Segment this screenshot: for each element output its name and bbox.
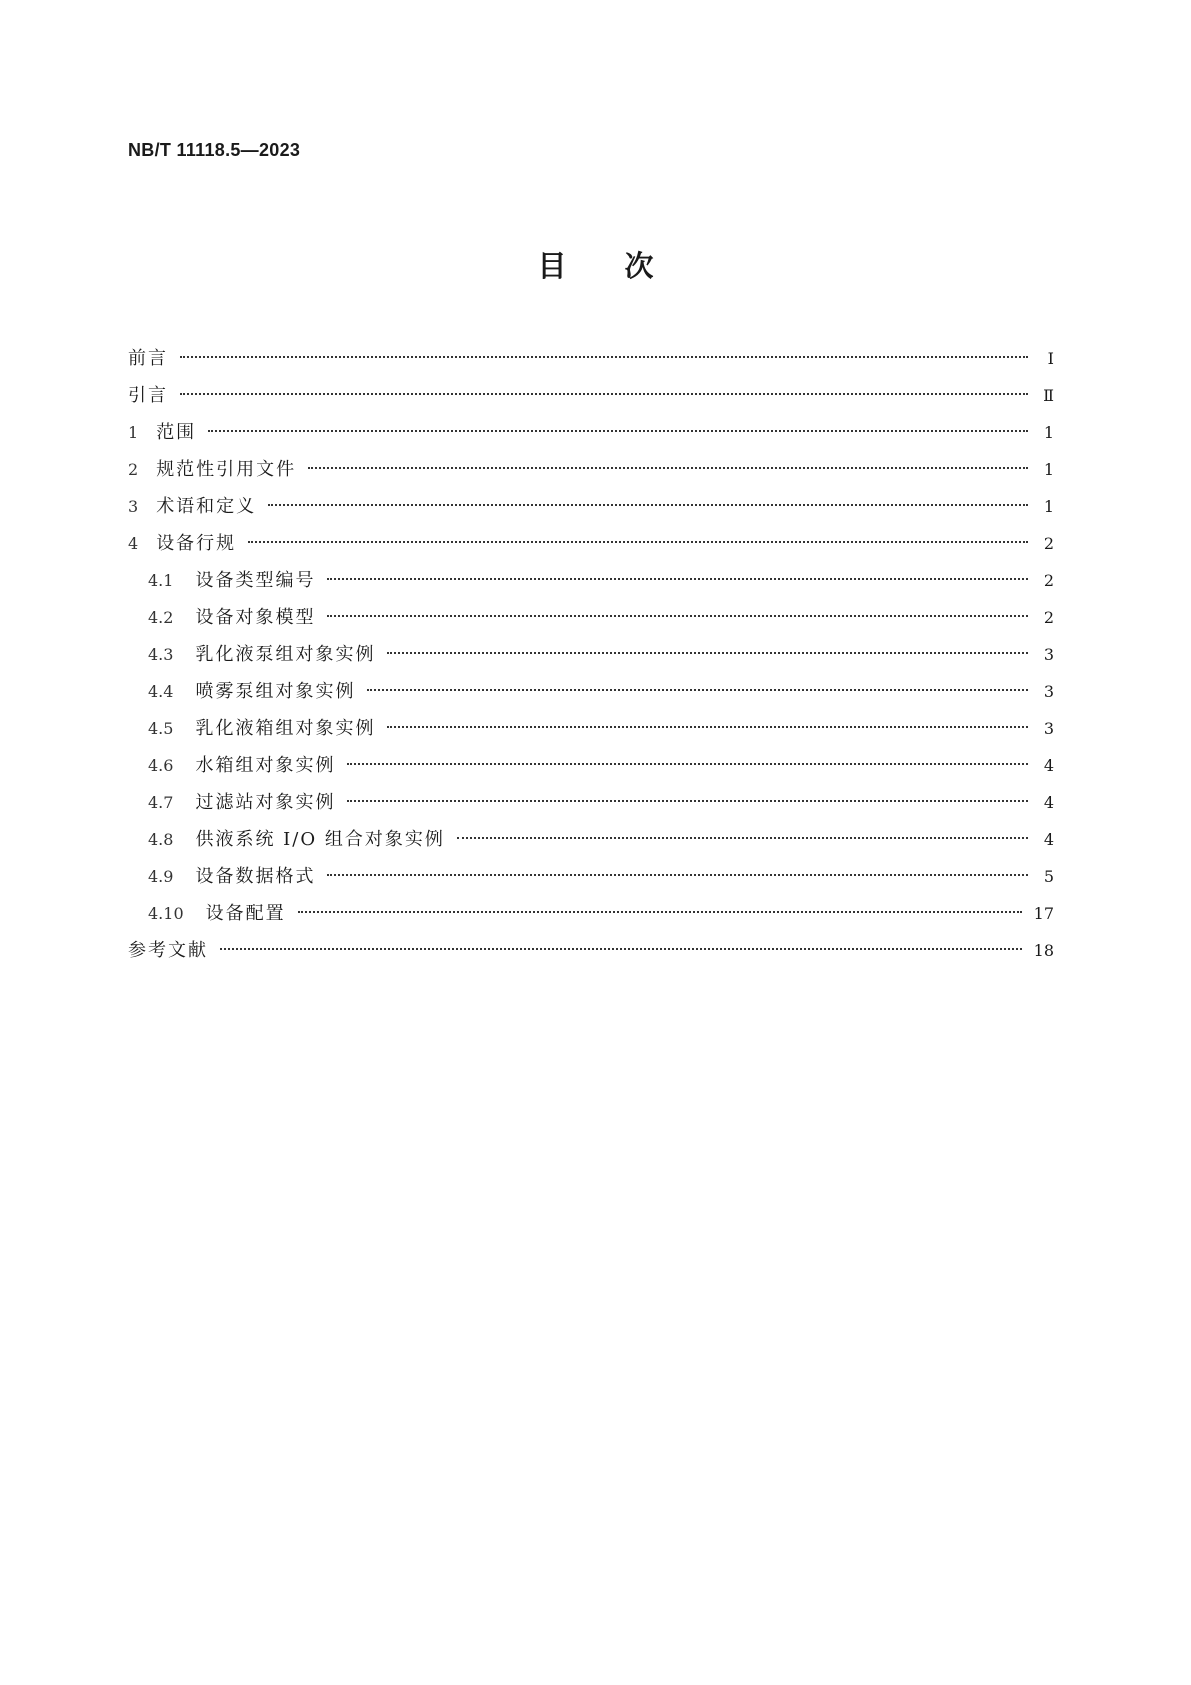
toc-entry-number: 4.6	[148, 756, 174, 775]
toc-entry-number: 4	[128, 534, 139, 553]
toc-leader-dots	[347, 763, 1028, 765]
toc-leader-dots	[457, 837, 1028, 839]
toc-entry-number: 4.9	[148, 867, 174, 886]
toc-entry-label: 前言	[128, 348, 168, 369]
toc-leader-dots	[327, 578, 1028, 580]
toc-entry-number: 2	[128, 460, 139, 479]
toc-leader-dots	[387, 652, 1028, 654]
toc-entry-page: 1	[1043, 460, 1054, 479]
toc-entry-number: 3	[128, 497, 139, 516]
toc-entry-4-5[interactable]	[128, 710, 1054, 747]
toc-entry-foreword[interactable]	[128, 340, 1054, 377]
toc-entry-4-2[interactable]	[128, 599, 1054, 636]
toc-entry-number: 4.3	[148, 645, 174, 664]
toc-entry-label: 设备数据格式	[195, 866, 316, 887]
table-of-contents	[128, 340, 1054, 969]
toc-entry-2[interactable]	[128, 451, 1054, 488]
page-title-char-1: 目	[537, 249, 567, 283]
toc-leader-dots	[298, 911, 1022, 913]
toc-leader-dots	[180, 393, 1028, 395]
toc-entry-page: 3	[1043, 719, 1054, 738]
toc-entry-page: 4	[1043, 793, 1054, 812]
toc-leader-dots	[347, 800, 1028, 802]
toc-entry-label: 引言	[128, 385, 168, 406]
toc-leader-dots	[268, 504, 1028, 506]
toc-entry-4-8[interactable]	[128, 821, 1054, 858]
toc-leader-dots	[308, 467, 1028, 469]
toc-entry-label: 术语和定义	[156, 496, 257, 517]
toc-entry-label: 乳化液箱组对象实例	[195, 718, 376, 739]
toc-entry-number: 4.8	[148, 830, 174, 849]
toc-entry-4-7[interactable]	[128, 784, 1054, 821]
standard-number: NB/T 11118.5—2023	[128, 140, 301, 160]
toc-entry-number: 4.7	[148, 793, 174, 812]
toc-entry-label: 水箱组对象实例	[195, 755, 336, 776]
toc-entry-page: 5	[1043, 867, 1054, 886]
toc-entry-4-4[interactable]	[128, 673, 1054, 710]
toc-entry-page: 2	[1043, 534, 1054, 553]
toc-entry-number: 4.1	[148, 571, 174, 590]
toc-entry-4-6[interactable]	[128, 747, 1054, 784]
toc-leader-dots	[180, 356, 1028, 358]
toc-entry-label: 参考文献	[128, 940, 208, 961]
toc-entry-label: 范围	[156, 422, 197, 443]
toc-entry-page: 18	[1033, 941, 1054, 960]
toc-entry-label: 乳化液泵组对象实例	[195, 644, 376, 665]
toc-entry-number: 4.5	[148, 719, 174, 738]
toc-entry-4-9[interactable]	[128, 858, 1054, 895]
toc-entry-label: 设备对象模型	[195, 607, 316, 628]
toc-entry-bibliography[interactable]	[128, 932, 1054, 969]
toc-entry-page: 4	[1043, 830, 1054, 849]
toc-entry-label: 喷雾泵组对象实例	[195, 681, 356, 702]
toc-entry-number: 4.10	[148, 904, 184, 923]
toc-entry-4-1[interactable]	[128, 562, 1054, 599]
toc-entry-page: 3	[1043, 682, 1054, 701]
toc-entry-label: 规范性引用文件	[156, 459, 297, 480]
toc-leader-dots	[327, 874, 1028, 876]
toc-entry-label: 设备配置	[205, 903, 286, 924]
toc-leader-dots	[387, 726, 1028, 728]
toc-entry-page: 2	[1043, 571, 1054, 590]
page-title	[0, 244, 1191, 285]
toc-entry-label: 过滤站对象实例	[195, 792, 336, 813]
toc-entry-introduction[interactable]	[128, 377, 1054, 414]
toc-entry-4-3[interactable]	[128, 636, 1054, 673]
toc-entry-number: 4.2	[148, 608, 174, 627]
page-title-char-2: 次	[624, 249, 654, 283]
toc-entry-page: 17	[1033, 904, 1054, 923]
toc-entry-page: 3	[1043, 645, 1054, 664]
toc-leader-dots	[220, 948, 1022, 950]
toc-entry-page: Ⅰ	[1047, 349, 1054, 368]
toc-entry-label: 供液系统 I/O 组合对象实例	[195, 829, 445, 850]
toc-entry-4-10[interactable]	[128, 895, 1054, 932]
toc-leader-dots	[327, 615, 1028, 617]
toc-leader-dots	[367, 689, 1028, 691]
toc-leader-dots	[248, 541, 1028, 543]
toc-entry-4[interactable]	[128, 525, 1054, 562]
toc-entry-number: 1	[128, 423, 139, 442]
toc-entry-page: 1	[1043, 497, 1054, 516]
toc-entry-page: 2	[1043, 608, 1054, 627]
toc-entry-1[interactable]	[128, 414, 1054, 451]
toc-entry-label: 设备行规	[156, 533, 237, 554]
toc-entry-label: 设备类型编号	[195, 570, 316, 591]
toc-entry-page: 4	[1043, 756, 1054, 775]
toc-leader-dots	[208, 430, 1028, 432]
toc-entry-page: Ⅱ	[1043, 386, 1054, 405]
toc-entry-number: 4.4	[148, 682, 174, 701]
toc-entry-3[interactable]	[128, 488, 1054, 525]
toc-entry-page: 1	[1043, 423, 1054, 442]
